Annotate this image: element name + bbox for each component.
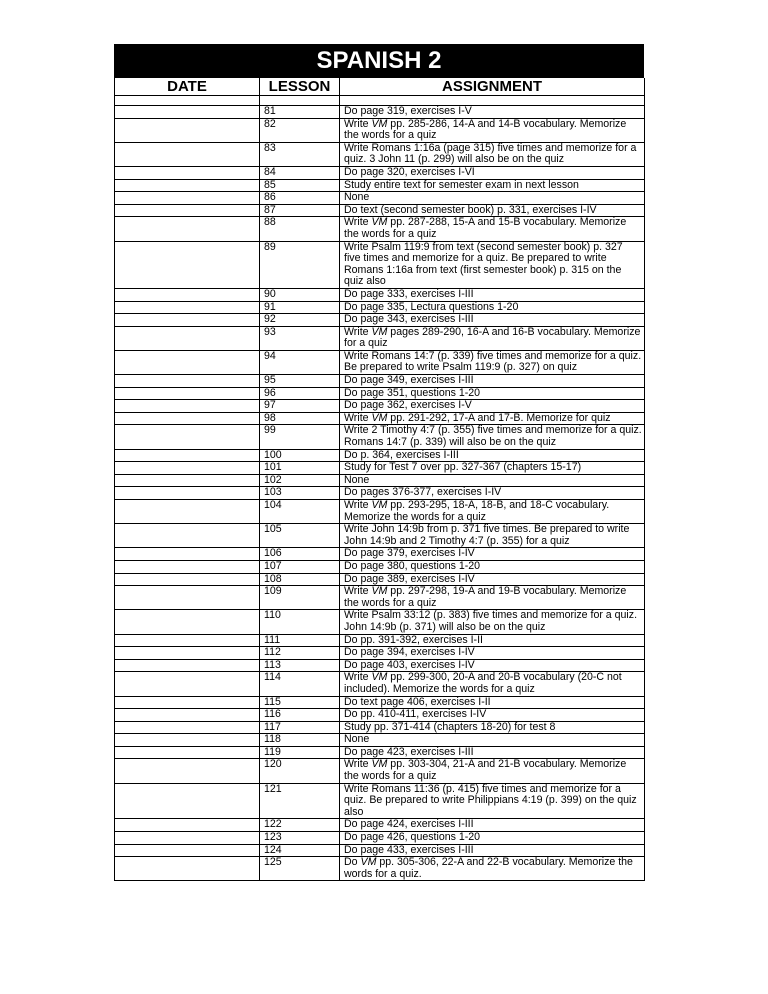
assignment-text: Write Romans 14:7 (p. 339) five times and memorize for a quiz. Be prepared to write Psalm 119:9 (p. 327) on quiz bbox=[340, 350, 645, 374]
assignment-text: Write VM pp. 293-295, 18-A, 18-B, and 18-C vocabulary. Memorize the words for a quiz bbox=[340, 500, 645, 524]
assignment-text: Do pages 376-377, exercises I-IV bbox=[340, 487, 645, 500]
assignment-header: ASSIGNMENT bbox=[340, 78, 645, 96]
assignment-text: Do VM pp. 305-306, 22-A and 22-B vocabulary. Memorize the words for a quiz. bbox=[340, 857, 645, 881]
assignment-text: Write Psalm 33:12 (p. 383) five times and memorize for a quiz. John 14:9b (p. 371) will also be on the quiz bbox=[340, 610, 645, 634]
table-row bbox=[115, 326, 645, 350]
table-row bbox=[115, 241, 645, 288]
lesson-number: 112 bbox=[260, 647, 340, 660]
date-cell bbox=[115, 721, 260, 734]
date-cell bbox=[115, 192, 260, 205]
date-cell bbox=[115, 350, 260, 374]
assignment-text: Do page 394, exercises I-IV bbox=[340, 647, 645, 660]
lesson-number: 124 bbox=[260, 844, 340, 857]
assignment-text: Do page 379, exercises I-IV bbox=[340, 548, 645, 561]
table-row bbox=[115, 672, 645, 696]
lesson-number: 92 bbox=[260, 314, 340, 327]
table-row bbox=[115, 375, 645, 388]
date-cell bbox=[115, 500, 260, 524]
table-row bbox=[115, 412, 645, 425]
date-cell bbox=[115, 759, 260, 783]
assignment-text: Do page 335, Lectura questions 1-20 bbox=[340, 301, 645, 314]
date-cell bbox=[115, 204, 260, 217]
lesson-number: 117 bbox=[260, 721, 340, 734]
table-row bbox=[115, 179, 645, 192]
table-row bbox=[115, 487, 645, 500]
table-row bbox=[115, 560, 645, 573]
date-cell bbox=[115, 179, 260, 192]
assignment-text: Do page 423, exercises I-III bbox=[340, 746, 645, 759]
date-cell bbox=[115, 425, 260, 449]
table-row bbox=[115, 819, 645, 832]
lesson-number: 121 bbox=[260, 783, 340, 819]
table-row bbox=[115, 832, 645, 845]
table-row bbox=[115, 634, 645, 647]
assignment-text: None bbox=[340, 474, 645, 487]
table-row bbox=[115, 118, 645, 142]
table-row bbox=[115, 844, 645, 857]
table-row bbox=[115, 610, 645, 634]
assignment-text: Write VM pages 289-290, 16-A and 16-B vocabulary. Memorize for a quiz bbox=[340, 326, 645, 350]
lesson-number: 91 bbox=[260, 301, 340, 314]
table-row bbox=[115, 474, 645, 487]
assignment-text: Do pp. 391-392, exercises I-II bbox=[340, 634, 645, 647]
assignment-text: Do page 403, exercises I-IV bbox=[340, 659, 645, 672]
table-row bbox=[115, 734, 645, 747]
lesson-number: 114 bbox=[260, 672, 340, 696]
table-row bbox=[115, 524, 645, 548]
date-cell bbox=[115, 301, 260, 314]
assignment-text: Write John 14:9b from p. 371 five times. Be prepared to write John 14:9b and 2 Timothy 4:7 (p. 355) for a quiz bbox=[340, 524, 645, 548]
assignment-sheet bbox=[114, 44, 644, 881]
lesson-number: 108 bbox=[260, 573, 340, 586]
date-cell bbox=[115, 746, 260, 759]
date-header: DATE bbox=[115, 78, 260, 96]
lesson-header: LESSON bbox=[260, 78, 340, 96]
assignment-text: Study entire text for semester exam in next lesson bbox=[340, 179, 645, 192]
lesson-number: 110 bbox=[260, 610, 340, 634]
lesson-number: 118 bbox=[260, 734, 340, 747]
date-cell bbox=[115, 449, 260, 462]
lesson-number: 81 bbox=[260, 106, 340, 119]
assignment-text: Do p. 364, exercises I-III bbox=[340, 449, 645, 462]
date-cell bbox=[115, 819, 260, 832]
header-row bbox=[115, 78, 645, 96]
lesson-number: 94 bbox=[260, 350, 340, 374]
assignment-text: Write VM pp. 299-300, 20-A and 20-B vocabulary (20-C not included). Memorize the words for a quiz bbox=[340, 672, 645, 696]
assignment-text: Write VM pp. 303-304, 21-A and 21-B vocabulary. Memorize the words for a quiz bbox=[340, 759, 645, 783]
table-row bbox=[115, 166, 645, 179]
date-cell bbox=[115, 288, 260, 301]
date-cell bbox=[115, 412, 260, 425]
date-cell bbox=[115, 634, 260, 647]
table-row bbox=[115, 709, 645, 722]
date-cell bbox=[115, 314, 260, 327]
lesson-number: 109 bbox=[260, 586, 340, 610]
assignment-text: Do page 343, exercises I-III bbox=[340, 314, 645, 327]
date-cell bbox=[115, 560, 260, 573]
assignment-text: Do page 380, questions 1-20 bbox=[340, 560, 645, 573]
table-row bbox=[115, 746, 645, 759]
lesson-number: 82 bbox=[260, 118, 340, 142]
assignment-text: Write Romans 1:16a (page 315) five times and memorize for a quiz. 3 John 11 (p. 299) will also be on the quiz bbox=[340, 142, 645, 166]
date-cell bbox=[115, 548, 260, 561]
assignment-text: Do text page 406, exercises I-II bbox=[340, 696, 645, 709]
table-row bbox=[115, 573, 645, 586]
vm-abbrev: VM bbox=[371, 411, 388, 424]
date-cell bbox=[115, 400, 260, 413]
date-cell bbox=[115, 326, 260, 350]
table-row bbox=[115, 314, 645, 327]
assignment-text: Do page 424, exercises I-III bbox=[340, 819, 645, 832]
table-row bbox=[115, 721, 645, 734]
date-cell bbox=[115, 832, 260, 845]
date-cell bbox=[115, 524, 260, 548]
assignment-text: Write 2 Timothy 4:7 (p. 355) five times and memorize for a quiz. Romans 14:7 (p. 339) will also be on the quiz bbox=[340, 425, 645, 449]
table-row bbox=[115, 350, 645, 374]
vm-abbrev: VM bbox=[360, 856, 377, 869]
blank-cell bbox=[340, 96, 645, 106]
blank-cell bbox=[260, 96, 340, 106]
lesson-number: 119 bbox=[260, 746, 340, 759]
assignment-text: Do page 433, exercises I-III bbox=[340, 844, 645, 857]
table-row bbox=[115, 500, 645, 524]
table-row bbox=[115, 288, 645, 301]
vm-abbrev: VM bbox=[371, 671, 388, 684]
date-cell bbox=[115, 857, 260, 881]
assignment-text: Do page 351, questions 1-20 bbox=[340, 387, 645, 400]
assignment-text: Do page 333, exercises I-III bbox=[340, 288, 645, 301]
date-cell bbox=[115, 844, 260, 857]
date-cell bbox=[115, 734, 260, 747]
assignment-text: Do text (second semester book) p. 331, exercises I-IV bbox=[340, 204, 645, 217]
table-row bbox=[115, 192, 645, 205]
lesson-number: 107 bbox=[260, 560, 340, 573]
lesson-number: 104 bbox=[260, 500, 340, 524]
table-row bbox=[115, 217, 645, 241]
lesson-number: 98 bbox=[260, 412, 340, 425]
date-cell bbox=[115, 106, 260, 119]
date-cell bbox=[115, 241, 260, 288]
table-row bbox=[115, 696, 645, 709]
date-cell bbox=[115, 659, 260, 672]
date-cell bbox=[115, 118, 260, 142]
table-row bbox=[115, 106, 645, 119]
assignment-table bbox=[114, 78, 645, 881]
date-cell bbox=[115, 696, 260, 709]
table-row bbox=[115, 142, 645, 166]
lesson-number: 102 bbox=[260, 474, 340, 487]
lesson-number: 86 bbox=[260, 192, 340, 205]
table-row bbox=[115, 449, 645, 462]
lesson-number: 113 bbox=[260, 659, 340, 672]
assignment-text: Do page 426, questions 1-20 bbox=[340, 832, 645, 845]
lesson-number: 90 bbox=[260, 288, 340, 301]
lesson-number: 103 bbox=[260, 487, 340, 500]
vm-abbrev: VM bbox=[371, 585, 388, 598]
assignment-text: Write VM pp. 285-286, 14-A and 14-B vocabulary. Memorize the words for a quiz bbox=[340, 118, 645, 142]
date-cell bbox=[115, 709, 260, 722]
date-cell bbox=[115, 142, 260, 166]
vm-abbrev: VM bbox=[371, 117, 388, 130]
date-cell bbox=[115, 783, 260, 819]
date-cell bbox=[115, 166, 260, 179]
lesson-number: 85 bbox=[260, 179, 340, 192]
lesson-number: 89 bbox=[260, 241, 340, 288]
assignment-text: Write VM pp. 291-292, 17-A and 17-B. Memorize for quiz bbox=[340, 412, 645, 425]
vm-abbrev: VM bbox=[371, 216, 388, 229]
lesson-number: 115 bbox=[260, 696, 340, 709]
vm-abbrev: VM bbox=[371, 325, 388, 338]
page-title: SPANISH 2 bbox=[114, 44, 644, 78]
lesson-number: 123 bbox=[260, 832, 340, 845]
lesson-number: 125 bbox=[260, 857, 340, 881]
date-cell bbox=[115, 387, 260, 400]
table-row bbox=[115, 759, 645, 783]
lesson-number: 100 bbox=[260, 449, 340, 462]
date-cell bbox=[115, 474, 260, 487]
assignment-text: Do page 349, exercises I-III bbox=[340, 375, 645, 388]
date-cell bbox=[115, 217, 260, 241]
blank-row bbox=[115, 96, 645, 106]
lesson-number: 99 bbox=[260, 425, 340, 449]
table-row bbox=[115, 425, 645, 449]
lesson-number: 101 bbox=[260, 462, 340, 475]
assignment-text: Do page 362, exercises I-V bbox=[340, 400, 645, 413]
lesson-number: 95 bbox=[260, 375, 340, 388]
date-cell bbox=[115, 610, 260, 634]
date-cell bbox=[115, 375, 260, 388]
assignment-text: Write VM pp. 297-298, 19-A and 19-B vocabulary. Memorize the words for a quiz bbox=[340, 586, 645, 610]
assignment-text: Study pp. 371-414 (chapters 18-20) for test 8 bbox=[340, 721, 645, 734]
lesson-number: 120 bbox=[260, 759, 340, 783]
blank-cell bbox=[115, 96, 260, 106]
table-row bbox=[115, 647, 645, 660]
assignment-text: Do page 389, exercises I-IV bbox=[340, 573, 645, 586]
lesson-number: 88 bbox=[260, 217, 340, 241]
lesson-number: 84 bbox=[260, 166, 340, 179]
table-row bbox=[115, 857, 645, 881]
assignment-text: Write Romans 11:36 (p. 415) five times and memorize for a quiz. Be prepared to write Philippians 4:19 (p. 399) on the quiz also bbox=[340, 783, 645, 819]
lesson-number: 106 bbox=[260, 548, 340, 561]
date-cell bbox=[115, 573, 260, 586]
lesson-number: 105 bbox=[260, 524, 340, 548]
table-row bbox=[115, 400, 645, 413]
vm-abbrev: VM bbox=[371, 499, 388, 511]
lesson-number: 97 bbox=[260, 400, 340, 413]
table-row bbox=[115, 462, 645, 475]
table-row bbox=[115, 387, 645, 400]
table-row bbox=[115, 548, 645, 561]
lesson-number: 116 bbox=[260, 709, 340, 722]
assignment-text: None bbox=[340, 734, 645, 747]
date-cell bbox=[115, 672, 260, 696]
vm-abbrev: VM bbox=[371, 758, 388, 771]
lesson-number: 96 bbox=[260, 387, 340, 400]
table-row bbox=[115, 586, 645, 610]
table-row bbox=[115, 301, 645, 314]
assignment-text: Do pp. 410-411, exercises I-IV bbox=[340, 709, 645, 722]
date-cell bbox=[115, 586, 260, 610]
assignment-text: Write Psalm 119:9 from text (second semester book) p. 327 five times and memorize for a quiz. Be prepared to write Romans 1:16a from text (first semester book) p. 315 on the quiz also bbox=[340, 241, 645, 288]
table-row bbox=[115, 204, 645, 217]
lesson-number: 111 bbox=[260, 634, 340, 647]
table-row bbox=[115, 783, 645, 819]
table-row bbox=[115, 659, 645, 672]
lesson-number: 83 bbox=[260, 142, 340, 166]
assignment-text: Do page 319, exercises I-V bbox=[340, 106, 645, 119]
date-cell bbox=[115, 647, 260, 660]
assignment-text: Study for Test 7 over pp. 327-367 (chapters 15-17) bbox=[340, 462, 645, 475]
assignment-text: Do page 320, exercises I-VI bbox=[340, 166, 645, 179]
assignment-text: Write VM pp. 287-288, 15-A and 15-B vocabulary. Memorize the words for a quiz bbox=[340, 217, 645, 241]
assignment-text: None bbox=[340, 192, 645, 205]
date-cell bbox=[115, 487, 260, 500]
lesson-number: 122 bbox=[260, 819, 340, 832]
lesson-number: 87 bbox=[260, 204, 340, 217]
date-cell bbox=[115, 462, 260, 475]
lesson-number: 93 bbox=[260, 326, 340, 350]
